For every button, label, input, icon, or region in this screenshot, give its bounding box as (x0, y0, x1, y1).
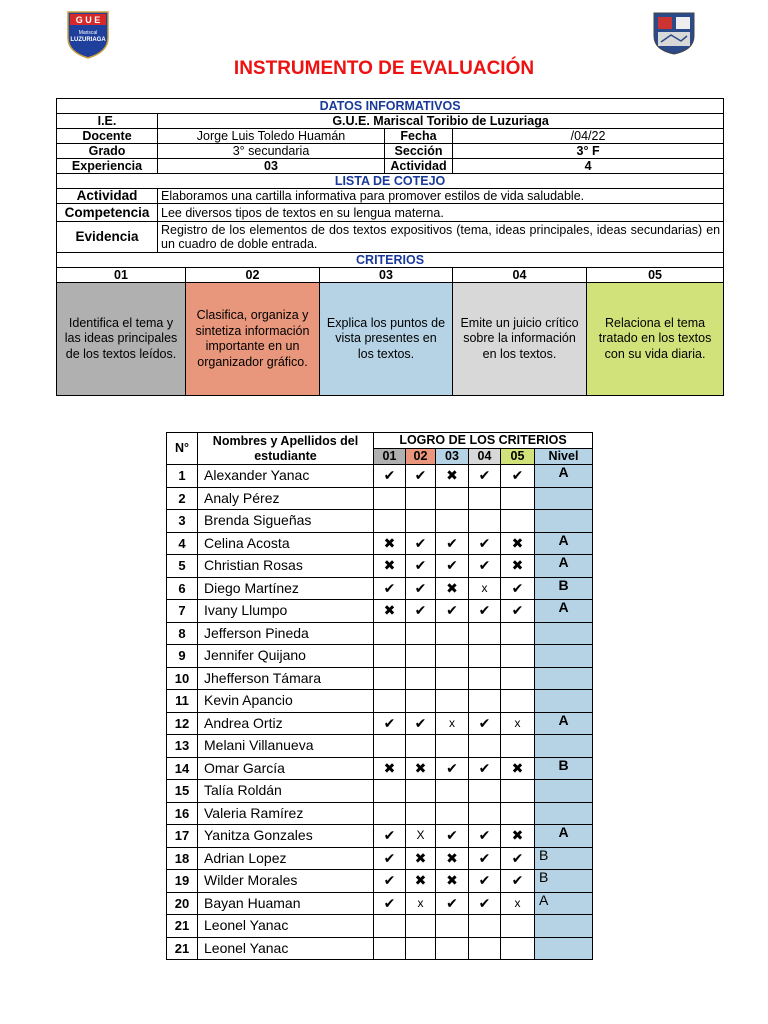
student-name: Ivany Llumpo (198, 600, 374, 623)
check-mark-icon: ✔ (374, 712, 406, 735)
student-number: 2 (167, 487, 198, 510)
student-name: Yanitza Gonzales (198, 825, 374, 848)
cross-mark-icon: ✖ (406, 847, 436, 870)
student-nivel (535, 802, 593, 825)
actividad-number-label: Actividad (385, 159, 453, 174)
seccion-value: 3° F (453, 144, 724, 159)
grado-label: Grado (57, 144, 158, 159)
student-row (167, 937, 593, 960)
cross-mark-icon: x (436, 712, 469, 735)
cross-mark-icon: X (406, 825, 436, 848)
cross-mark-icon: ✖ (501, 825, 535, 848)
student-nivel: B (535, 757, 593, 780)
logo-letters: G U E (75, 15, 101, 25)
criterio-description: Identifica el tema y las ideas principales de los textos leídos. (57, 283, 186, 396)
student-name: Analy Pérez (198, 487, 374, 510)
student-nivel: B (535, 847, 593, 870)
check-mark-icon: ✔ (436, 757, 469, 780)
student-row (167, 892, 593, 915)
student-number: 15 (167, 780, 198, 803)
criteria-cell (501, 622, 535, 645)
cross-mark-icon: ✖ (436, 847, 469, 870)
check-mark-icon: ✔ (469, 712, 501, 735)
docente-value: Jorge Luis Toledo Huamán (158, 129, 385, 144)
criteria-cell (436, 735, 469, 758)
check-mark-icon: ✔ (501, 847, 535, 870)
criteria-cell (469, 937, 501, 960)
student-number: 16 (167, 802, 198, 825)
student-name: Christian Rosas (198, 555, 374, 578)
criteria-cell (374, 937, 406, 960)
cross-mark-icon: ✖ (501, 757, 535, 780)
criterio-code: 04 (453, 268, 587, 283)
criteria-cell (501, 510, 535, 533)
check-mark-icon: ✔ (469, 825, 501, 848)
cross-mark-icon: x (501, 892, 535, 915)
logro-criterios-header: LOGRO DE LOS CRITERIOS (374, 433, 593, 449)
criteria-cell (501, 487, 535, 510)
student-number: 20 (167, 892, 198, 915)
cross-mark-icon: ✖ (406, 870, 436, 893)
criteria-cell (374, 622, 406, 645)
criteria-cell (374, 735, 406, 758)
competencia-text: Lee diversos tipos de textos en su lengua materna. (158, 204, 724, 222)
criteria-cell (374, 510, 406, 533)
student-number: 3 (167, 510, 198, 533)
criteria-cell (374, 802, 406, 825)
student-number: 12 (167, 712, 198, 735)
student-row (167, 465, 593, 488)
student-number: 18 (167, 847, 198, 870)
check-mark-icon: ✔ (406, 465, 436, 488)
student-number: 1 (167, 465, 198, 488)
student-name: Wilder Morales (198, 870, 374, 893)
student-name: Celina Acosta (198, 532, 374, 555)
student-name: Adrian Lopez (198, 847, 374, 870)
criterio-description: Relaciona el tema tratado en los textos con su vida diaria. (587, 283, 724, 396)
criteria-cell (469, 645, 501, 668)
check-mark-icon: ✔ (374, 825, 406, 848)
fecha-label: Fecha (385, 129, 453, 144)
criteria-cell (436, 915, 469, 938)
student-number: 9 (167, 645, 198, 668)
criteria-cell (436, 667, 469, 690)
student-name: Talía Roldán (198, 780, 374, 803)
student-nivel: A (535, 712, 593, 735)
ie-label: I.E. (57, 114, 158, 129)
check-mark-icon: ✔ (406, 532, 436, 555)
student-name: Alexander Yanac (198, 465, 374, 488)
check-mark-icon: ✔ (406, 712, 436, 735)
criteria-cell (469, 487, 501, 510)
criteria-cell (469, 510, 501, 533)
check-mark-icon: ✔ (374, 577, 406, 600)
competencia-label: Competencia (57, 204, 158, 222)
student-name: Jefferson Pineda (198, 622, 374, 645)
criteria-cell (469, 735, 501, 758)
student-name: Andrea Ortiz (198, 712, 374, 735)
criteria-cell (469, 622, 501, 645)
check-mark-icon: ✔ (374, 847, 406, 870)
check-mark-icon: ✔ (469, 870, 501, 893)
student-number: 14 (167, 757, 198, 780)
criteria-cell (469, 802, 501, 825)
criteria-cell (374, 487, 406, 510)
student-number: 8 (167, 622, 198, 645)
student-nivel (535, 645, 593, 668)
criteria-cell (406, 645, 436, 668)
student-nivel (535, 622, 593, 645)
student-name: Kevin Apancio (198, 690, 374, 713)
student-row (167, 532, 593, 555)
check-mark-icon: ✔ (406, 600, 436, 623)
criterio-description: Clasifica, organiza y sintetiza información importante en un organizador gráfico. (186, 283, 320, 396)
student-row (167, 870, 593, 893)
student-row (167, 735, 593, 758)
page-title: INSTRUMENTO DE EVALUACIÓN (233, 58, 535, 79)
check-mark-icon: ✔ (469, 465, 501, 488)
student-number: 13 (167, 735, 198, 758)
cross-mark-icon: ✖ (406, 757, 436, 780)
criteria-cell (501, 645, 535, 668)
student-row (167, 915, 593, 938)
criteria-cell (374, 645, 406, 668)
check-mark-icon: ✔ (501, 870, 535, 893)
criteria-cell (436, 780, 469, 803)
check-mark-icon: ✔ (469, 757, 501, 780)
student-row (167, 847, 593, 870)
criteria-cell (501, 802, 535, 825)
ie-value: G.U.E. Mariscal Toribio de Luzuriaga (158, 114, 724, 129)
grado-value: 3° secundaria (158, 144, 385, 159)
criteria-column-header: 03 (436, 449, 469, 465)
seccion-label: Sección (385, 144, 453, 159)
actividad-text: Elaboramos una cartilla informativa para promover estilos de vida saludable. (158, 189, 724, 204)
check-mark-icon: ✔ (436, 532, 469, 555)
student-name: Omar García (198, 757, 374, 780)
criteria-column-header: 04 (469, 449, 501, 465)
datos-informativos-heading: DATOS INFORMATIVOS (57, 99, 724, 114)
check-mark-icon: ✔ (436, 825, 469, 848)
criteria-cell (501, 937, 535, 960)
criteria-cell (406, 622, 436, 645)
student-row (167, 825, 593, 848)
student-name: Valeria Ramírez (198, 802, 374, 825)
evidencia-text: Registro de los elementos de dos textos expositivos (tema, ideas principales, ideas secundarias) en un cuadro de doble entrada. (158, 222, 724, 253)
svg-text:LUZURIAGA: LUZURIAGA (70, 37, 106, 43)
student-row (167, 802, 593, 825)
student-name: Leonel Yanac (198, 937, 374, 960)
criterio-code: 01 (57, 268, 186, 283)
cross-mark-icon: x (501, 712, 535, 735)
check-mark-icon: ✔ (469, 892, 501, 915)
check-mark-icon: ✔ (469, 555, 501, 578)
criteria-cell (406, 937, 436, 960)
nivel-column-header: Nivel (535, 449, 593, 465)
student-nivel: A (535, 532, 593, 555)
student-number: 10 (167, 667, 198, 690)
student-number: 6 (167, 577, 198, 600)
criteria-cell (436, 622, 469, 645)
student-nivel: B (535, 577, 593, 600)
criteria-cell (501, 690, 535, 713)
cross-mark-icon: x (469, 577, 501, 600)
student-row (167, 757, 593, 780)
school-crest-logo (64, 8, 112, 60)
criteria-cell (436, 645, 469, 668)
student-row (167, 555, 593, 578)
criterio-code: 03 (320, 268, 453, 283)
experiencia-value: 03 (158, 159, 385, 174)
student-nivel (535, 735, 593, 758)
check-mark-icon: ✔ (374, 870, 406, 893)
student-nivel: A (535, 600, 593, 623)
cross-mark-icon: ✖ (436, 577, 469, 600)
criteria-cell (406, 667, 436, 690)
criteria-cell (436, 487, 469, 510)
student-number: 5 (167, 555, 198, 578)
student-number: 11 (167, 690, 198, 713)
student-row (167, 600, 593, 623)
criteria-cell (374, 780, 406, 803)
student-nivel (535, 487, 593, 510)
student-number: 19 (167, 870, 198, 893)
student-number: 21 (167, 915, 198, 938)
student-nivel (535, 690, 593, 713)
criteria-cell (406, 510, 436, 533)
check-mark-icon: ✔ (406, 577, 436, 600)
student-name: Jennifer Quijano (198, 645, 374, 668)
check-mark-icon: ✔ (436, 892, 469, 915)
criteria-cell (501, 780, 535, 803)
criteria-cell (436, 690, 469, 713)
check-mark-icon: ✔ (469, 600, 501, 623)
student-nivel: B (535, 870, 593, 893)
criteria-column-header: 02 (406, 449, 436, 465)
criteria-cell (406, 915, 436, 938)
criteria-cell (501, 667, 535, 690)
criteria-cell (436, 937, 469, 960)
student-name: Brenda Sigueñas (198, 510, 374, 533)
criteria-cell (374, 667, 406, 690)
cross-mark-icon: x (406, 892, 436, 915)
criteria-column-header: 01 (374, 449, 406, 465)
number-column-header: N° (167, 433, 198, 465)
criteria-cell (501, 915, 535, 938)
student-nivel (535, 510, 593, 533)
check-mark-icon: ✔ (501, 465, 535, 488)
criteria-cell (469, 690, 501, 713)
criteria-cell (406, 487, 436, 510)
student-name: Diego Martínez (198, 577, 374, 600)
criteria-column-header: 05 (501, 449, 535, 465)
check-mark-icon: ✔ (469, 847, 501, 870)
student-number: 21 (167, 937, 198, 960)
student-nivel: A (535, 825, 593, 848)
criteria-cell (469, 915, 501, 938)
criteria-cell (374, 915, 406, 938)
student-number: 4 (167, 532, 198, 555)
student-nivel: A (535, 892, 593, 915)
criterios-heading: CRITERIOS (57, 253, 724, 268)
criterio-code: 02 (186, 268, 320, 283)
check-mark-icon: ✔ (374, 465, 406, 488)
fecha-value: /04/22 (453, 129, 724, 144)
student-name: Bayan Huaman (198, 892, 374, 915)
name-column-header: Nombres y Apellidos del estudiante (198, 433, 374, 465)
student-row (167, 645, 593, 668)
student-nivel (535, 780, 593, 803)
cross-mark-icon: ✖ (436, 870, 469, 893)
student-row (167, 487, 593, 510)
criteria-cell (374, 690, 406, 713)
criterio-description: Explica los puntos de vista presentes en los textos. (320, 283, 453, 396)
cross-mark-icon: ✖ (501, 532, 535, 555)
student-name: Jhefferson Támara (198, 667, 374, 690)
evidencia-label: Evidencia (57, 222, 158, 253)
criteria-cell (469, 667, 501, 690)
students-checklist-table (166, 432, 593, 960)
criterio-description: Emite un juicio crítico sobre la información en los textos. (453, 283, 587, 396)
info-table (56, 98, 724, 396)
actividad-number-value: 4 (453, 159, 724, 174)
student-nivel (535, 937, 593, 960)
student-name: Melani Villanueva (198, 735, 374, 758)
student-row (167, 577, 593, 600)
criteria-cell (501, 735, 535, 758)
student-number: 17 (167, 825, 198, 848)
check-mark-icon: ✔ (436, 555, 469, 578)
check-mark-icon: ✔ (436, 600, 469, 623)
cross-mark-icon: ✖ (374, 555, 406, 578)
cross-mark-icon: ✖ (501, 555, 535, 578)
student-row (167, 712, 593, 735)
criteria-cell (406, 690, 436, 713)
criteria-cell (469, 780, 501, 803)
student-row (167, 780, 593, 803)
check-mark-icon: ✔ (374, 892, 406, 915)
institution-shield-logo (651, 10, 697, 56)
student-row (167, 690, 593, 713)
student-number: 7 (167, 600, 198, 623)
student-row (167, 667, 593, 690)
cross-mark-icon: ✖ (374, 757, 406, 780)
criteria-cell (436, 802, 469, 825)
student-nivel: A (535, 555, 593, 578)
student-nivel (535, 667, 593, 690)
criteria-cell (406, 780, 436, 803)
experiencia-label: Experiencia (57, 159, 158, 174)
student-nivel (535, 915, 593, 938)
check-mark-icon: ✔ (469, 532, 501, 555)
criteria-cell (406, 802, 436, 825)
cross-mark-icon: ✖ (436, 465, 469, 488)
check-mark-icon: ✔ (501, 577, 535, 600)
check-mark-icon: ✔ (406, 555, 436, 578)
student-row (167, 622, 593, 645)
cross-mark-icon: ✖ (374, 600, 406, 623)
svg-text:Mariscal: Mariscal (78, 30, 98, 36)
criterio-code: 05 (587, 268, 724, 283)
student-name: Leonel Yanac (198, 915, 374, 938)
student-nivel: A (535, 465, 593, 488)
docente-label: Docente (57, 129, 158, 144)
actividad-label: Actividad (57, 189, 158, 204)
criteria-cell (436, 510, 469, 533)
criteria-cell (406, 735, 436, 758)
cross-mark-icon: ✖ (374, 532, 406, 555)
student-row (167, 510, 593, 533)
lista-cotejo-heading: LISTA DE COTEJO (57, 174, 724, 189)
check-mark-icon: ✔ (501, 600, 535, 623)
